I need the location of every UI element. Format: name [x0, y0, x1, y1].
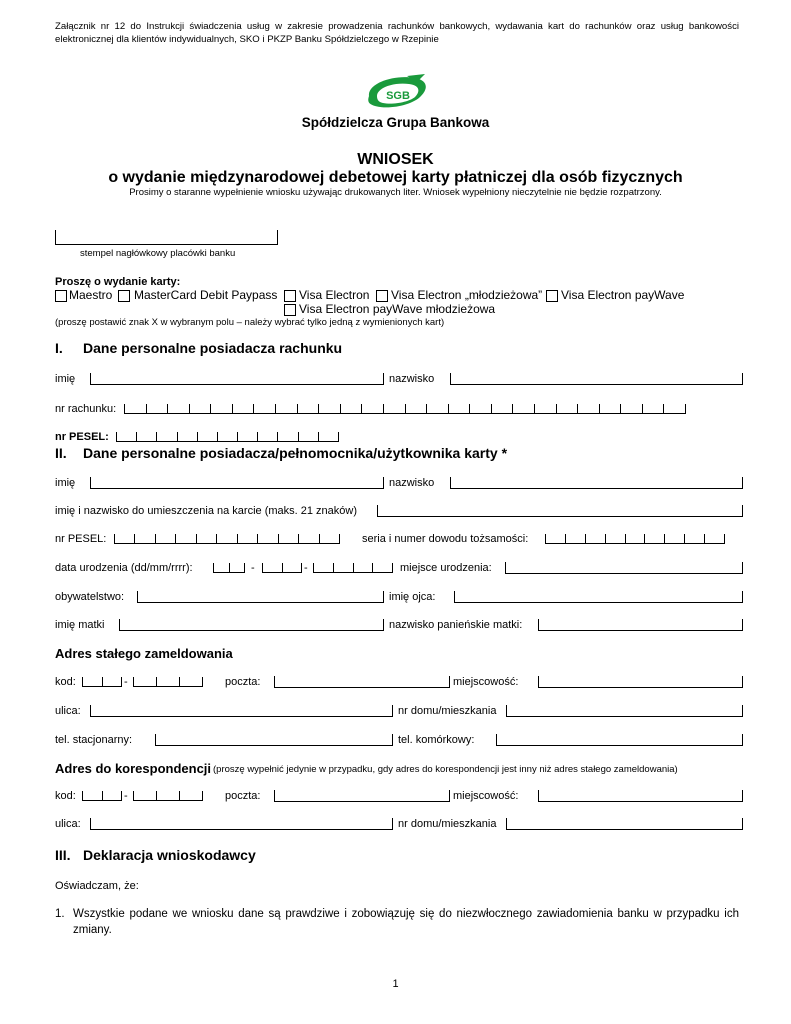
logo-text: SGB	[386, 90, 410, 102]
s2-citizenship-field[interactable]	[137, 591, 384, 603]
declaration-item-1-text: Wszystkie podane we wniosku dane są prawdziwe i zobowiązuję się do niezwłocznego zawiadomienia banku w przypadku ich zmiany.	[73, 908, 739, 936]
s1-account-label: nr rachunku:	[55, 403, 117, 415]
s2-mother-name-field[interactable]	[119, 619, 384, 631]
attachment-note	[55, 20, 739, 46]
ca-city-label: miejscowość:	[453, 790, 519, 802]
pa-postal-field-2[interactable]	[133, 677, 203, 687]
s2-card-name-label: imię i nazwisko do umieszczenia na karcie (maks. 21 znaków)	[55, 505, 358, 517]
option-visa-paywave: Visa Electron payWave	[561, 288, 685, 302]
ca-postal-label: kod:	[55, 790, 76, 802]
checkbox-visa-paywave-youth[interactable]	[284, 304, 296, 316]
s2-pesel-label: nr PESEL:	[55, 533, 107, 545]
s1-last-name-field[interactable]	[450, 373, 743, 385]
pa-phone-field[interactable]	[155, 734, 393, 746]
s2-birth-place-field[interactable]	[505, 562, 743, 574]
ca-street-label: ulica:	[55, 818, 81, 830]
pa-city-label: miejscowość:	[453, 676, 519, 688]
bank-name: Spółdzielcza Grupa Bankowa	[301, 115, 490, 130]
section2-number: II.	[55, 445, 67, 461]
pa-post-office-field[interactable]	[274, 676, 450, 688]
pa-phone-label: tel. stacjonarny:	[55, 734, 133, 746]
section3-title: Deklaracja wnioskodawcy	[83, 847, 256, 863]
attachment-note-line2: elektronicznej dla klientów indywidualnych, SKO i PKZP Banku Spółdzielczego w Rzepinie	[55, 34, 439, 45]
checkbox-visa-paywave[interactable]	[546, 290, 558, 302]
declaration-intro: Oświadczam, że:	[55, 880, 139, 892]
pa-post-office-label: poczta:	[225, 676, 261, 688]
s2-mother-maiden-field[interactable]	[538, 619, 743, 631]
s2-father-name-label: imię ojca:	[389, 591, 436, 603]
bank-stamp-field[interactable]	[55, 230, 278, 245]
s2-last-name-field[interactable]	[450, 477, 743, 489]
attachment-note-line1: Załącznik nr 12 do Instrukcji świadczenia usług w zakresie prowadzenia rachunków bankowych, wydawania kart do rachunków oraz usług bankowości	[55, 21, 739, 32]
checkbox-visa-electron-youth[interactable]	[376, 290, 388, 302]
section1-title: Dane personalne posiadacza rachunku	[83, 340, 343, 356]
checkbox-maestro[interactable]	[55, 290, 67, 302]
s2-id-doc-field[interactable]	[545, 534, 725, 544]
correspondence-note: (proszę wypełnić jedynie w przypadku, gdy adres do korespondencji jest inny niż adres stałego zameldowania)	[213, 764, 678, 775]
correspondence-heading: Adres do korespondencji	[55, 761, 212, 776]
pa-postal-label: kod:	[55, 676, 76, 688]
s1-pesel-field[interactable]	[116, 432, 339, 442]
declaration-item-1-number: 1.	[55, 908, 65, 920]
ca-house-field[interactable]	[506, 818, 743, 830]
form-instruction: Prosimy o staranne wypełnienie wniosku używając drukowanych liter. Wniosek wypełniony nieczytelnie nie będzie rozpatrzony.	[129, 187, 662, 198]
pa-city-field[interactable]	[538, 676, 743, 688]
s1-pesel-label: nr PESEL:	[55, 431, 109, 443]
s2-card-name-field[interactable]	[377, 505, 743, 517]
checkbox-visa-electron[interactable]	[284, 290, 296, 302]
form-subtitle: o wydanie międzynarodowej debetowej karty płatniczej dla osób fizycznych	[108, 169, 683, 186]
ca-postal-field-2[interactable]	[133, 791, 203, 801]
s2-birth-place-label: miejsce urodzenia:	[400, 562, 492, 574]
s1-first-name-field[interactable]	[90, 373, 384, 385]
ca-code-sep: -	[124, 790, 128, 802]
option-visa-paywave-youth: Visa Electron payWave młodzieżowa	[299, 302, 496, 316]
s2-birth-day-field[interactable]	[213, 563, 245, 573]
pa-house-label: nr domu/mieszkania	[398, 705, 497, 717]
section1-number: I.	[55, 340, 63, 356]
pa-street-label: ulica:	[55, 705, 81, 717]
pa-house-field[interactable]	[506, 705, 743, 717]
card-choice-heading: Proszę o wydanie karty:	[55, 276, 181, 288]
option-visa-electron-youth: Visa Electron „młodzieżowa”	[391, 288, 543, 302]
sgb-logo	[363, 72, 429, 112]
s1-account-field[interactable]	[124, 404, 686, 414]
pa-code-sep: -	[124, 676, 128, 688]
ca-city-field[interactable]	[538, 790, 743, 802]
s2-date-sep-2: -	[304, 562, 308, 574]
s2-pesel-field[interactable]	[114, 534, 340, 544]
s1-last-name-label: nazwisko	[389, 373, 435, 385]
section3-number: III.	[55, 847, 71, 863]
permanent-address-heading: Adres stałego zameldowania	[55, 646, 233, 661]
s2-birth-year-field[interactable]	[313, 563, 393, 573]
declaration-item-1	[55, 906, 739, 938]
checkbox-mastercard[interactable]	[118, 290, 130, 302]
s2-id-doc-label: seria i numer dowodu tożsamości:	[362, 533, 529, 545]
ca-post-office-field[interactable]	[274, 790, 450, 802]
card-choice-note: (proszę postawić znak X w wybranym polu – należy wybrać tylko jedną z wymienionych kart)	[55, 317, 445, 328]
s2-date-sep-1: -	[251, 562, 255, 574]
pa-mobile-label: tel. komórkowy:	[398, 734, 475, 746]
option-visa-electron: Visa Electron	[299, 288, 370, 302]
s2-first-name-label: imię	[55, 477, 76, 489]
s1-first-name-label: imię	[55, 373, 76, 385]
ca-street-field[interactable]	[90, 818, 393, 830]
ca-post-office-label: poczta:	[225, 790, 261, 802]
option-mastercard: MasterCard Debit Paypass	[134, 288, 278, 302]
page-number: 1	[392, 978, 399, 990]
ca-house-label: nr domu/mieszkania	[398, 818, 497, 830]
pa-postal-field-1[interactable]	[82, 677, 122, 687]
s2-birth-month-field[interactable]	[262, 563, 302, 573]
s2-mother-maiden-label: nazwisko panieńskie matki:	[389, 619, 523, 631]
s2-birth-date-label: data urodzenia (dd/mm/rrrr):	[55, 562, 193, 574]
pa-mobile-field[interactable]	[496, 734, 743, 746]
s2-father-name-field[interactable]	[454, 591, 743, 603]
option-maestro: Maestro	[69, 288, 113, 302]
form-title: WNIOSEK	[357, 151, 434, 168]
ca-postal-field-1[interactable]	[82, 791, 122, 801]
s2-last-name-label: nazwisko	[389, 477, 435, 489]
s2-mother-name-label: imię matki	[55, 619, 105, 631]
stamp-label: stempel nagłówkowy placówki banku	[80, 248, 236, 259]
s2-first-name-field[interactable]	[90, 477, 384, 489]
pa-street-field[interactable]	[90, 705, 393, 717]
section2-title: Dane personalne posiadacza/pełnomocnika/użytkownika karty *	[83, 445, 508, 461]
s2-citizenship-label: obywatelstwo:	[55, 591, 125, 603]
